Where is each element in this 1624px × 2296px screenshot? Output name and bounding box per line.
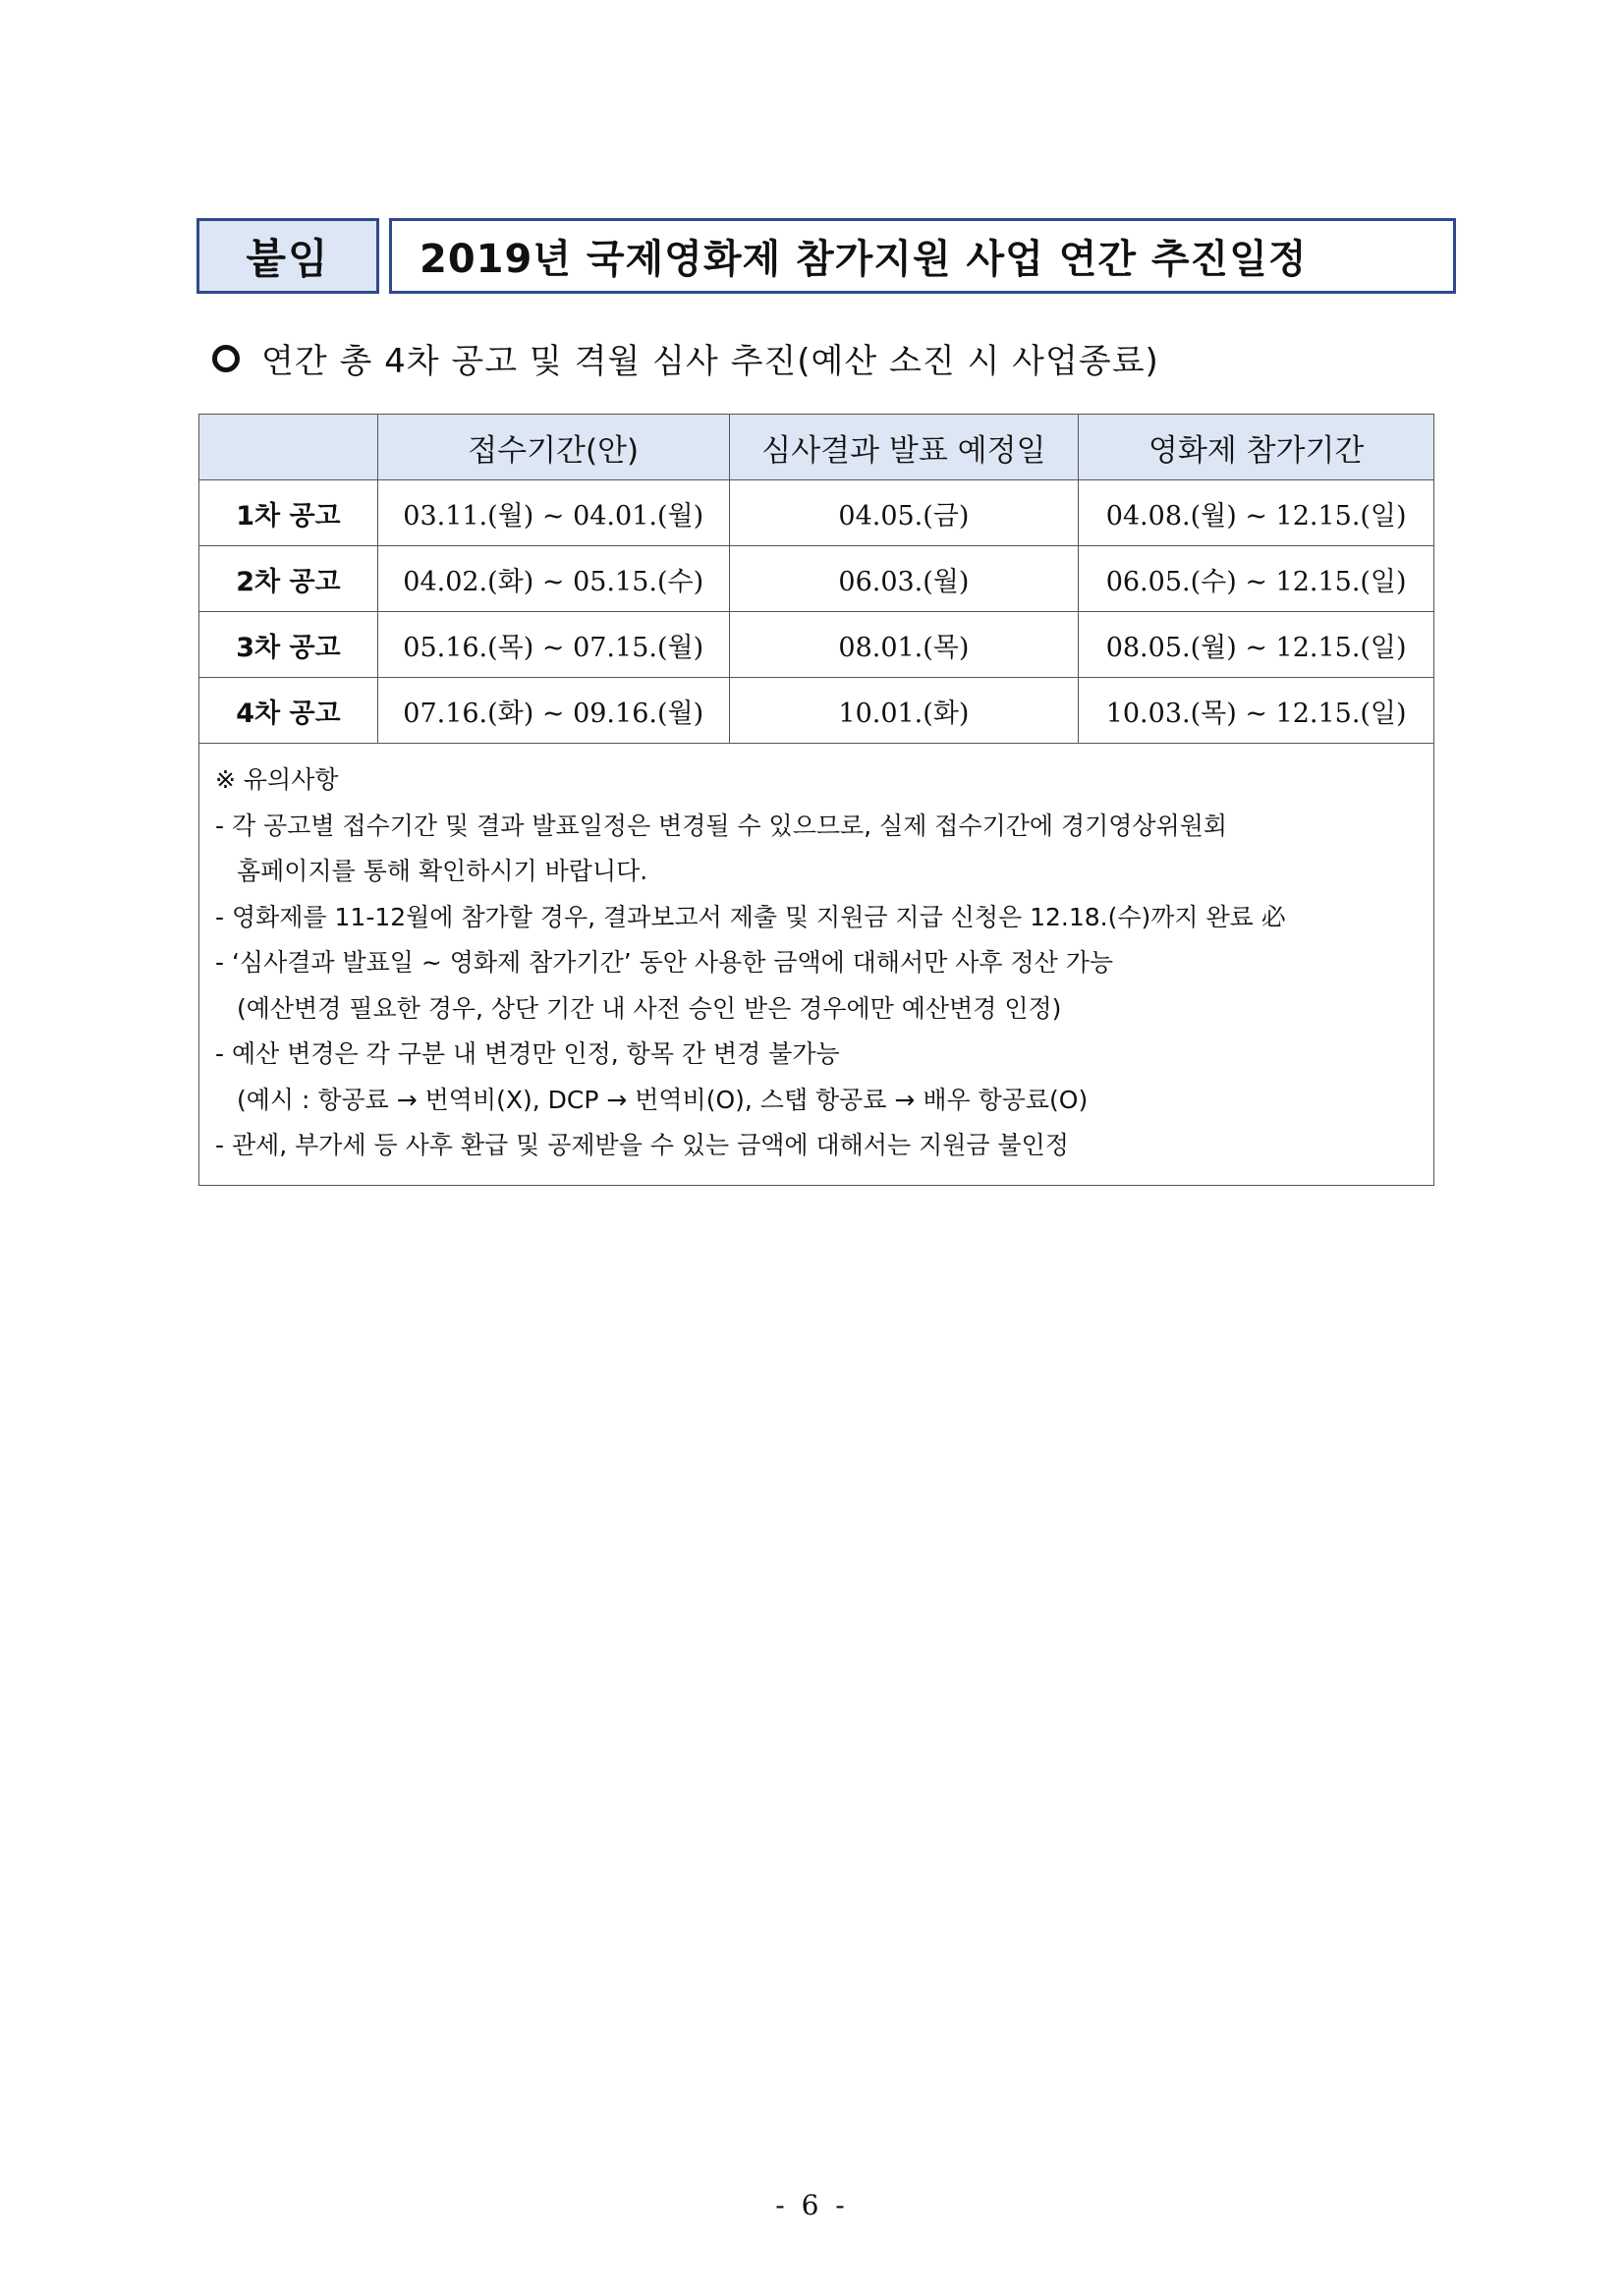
table-row bbox=[199, 612, 1434, 678]
row-name: 3차 공고 bbox=[199, 612, 378, 678]
note-item: - 예산 변경은 각 구분 내 변경만 인정, 항목 간 변경 불가능 bbox=[215, 1039, 840, 1068]
column-header-reception: 접수기간(안) bbox=[377, 415, 729, 480]
notes-cell bbox=[199, 744, 1434, 1186]
notes-heading: ※ 유의사항 bbox=[215, 765, 339, 794]
festival-period: 08.05.(월) ~ 12.15.(일) bbox=[1079, 612, 1434, 678]
document-title: 2019년 국제영화제 참가지원 사업 연간 추진일정 bbox=[420, 237, 1308, 282]
row-name: 2차 공고 bbox=[199, 546, 378, 612]
festival-period: 10.03.(목) ~ 12.15.(일) bbox=[1079, 678, 1434, 744]
title-bar bbox=[196, 218, 1456, 300]
page-number: - 6 - bbox=[775, 2189, 849, 2221]
note-item-continuation: (예시 : 항공료 → 번역비(X), DCP → 번역비(O), 스탭 항공료 → 배우 항공료(O) bbox=[237, 1085, 1089, 1114]
table-header-row bbox=[199, 415, 1434, 480]
column-header bbox=[199, 415, 378, 480]
summary-bullet-text: 연간 총 4차 공고 및 격월 심사 추진(예산 소진 시 사업종료) bbox=[261, 342, 1159, 381]
note-item: - ‘심사결과 발표일 ~ 영화제 참가기간’ 동안 사용한 금액에 대해서만 사후 정산 가능 bbox=[215, 948, 1114, 977]
reception-period: 04.02.(화) ~ 05.15.(수) bbox=[377, 546, 729, 612]
summary-bullet bbox=[212, 334, 1159, 382]
row-name: 4차 공고 bbox=[199, 678, 378, 744]
festival-period: 04.08.(월) ~ 12.15.(일) bbox=[1079, 480, 1434, 546]
document-title-box bbox=[389, 218, 1456, 294]
note-item: - 관세, 부가세 등 사후 환급 및 공제받을 수 있는 금액에 대해서는 지원금 불인정 bbox=[215, 1131, 1069, 1159]
notes-row bbox=[199, 744, 1434, 1186]
reception-period: 07.16.(화) ~ 09.16.(월) bbox=[377, 678, 729, 744]
row-name: 1차 공고 bbox=[199, 480, 378, 546]
note-item: - 각 공고별 접수기간 및 결과 발표일정은 변경될 수 있으므로, 실제 접수기간에 경기영상위원회 bbox=[215, 811, 1228, 840]
table-row bbox=[199, 546, 1434, 612]
festival-period: 06.05.(수) ~ 12.15.(일) bbox=[1079, 546, 1434, 612]
table-row bbox=[199, 480, 1434, 546]
announce-date: 10.01.(화) bbox=[729, 678, 1079, 744]
note-item: - 영화제를 11-12월에 참가할 경우, 결과보고서 제출 및 지원금 지급 신청은 12.18.(수)까지 완료 必 bbox=[215, 902, 1286, 931]
announce-date: 08.01.(목) bbox=[729, 612, 1079, 678]
column-header-festival: 영화제 참가기간 bbox=[1079, 415, 1434, 480]
note-item-continuation: 홈페이지를 통해 확인하시기 바랍니다. bbox=[237, 857, 648, 885]
attachment-label: 붙임 bbox=[246, 234, 330, 283]
circle-bullet-icon bbox=[212, 345, 240, 372]
column-header-announce: 심사결과 발표 예정일 bbox=[729, 415, 1079, 480]
reception-period: 03.11.(월) ~ 04.01.(월) bbox=[377, 480, 729, 546]
attachment-label-box bbox=[196, 218, 379, 294]
reception-period: 05.16.(목) ~ 07.15.(월) bbox=[377, 612, 729, 678]
schedule-table bbox=[198, 414, 1434, 1186]
table-row bbox=[199, 678, 1434, 744]
announce-date: 06.03.(월) bbox=[729, 546, 1079, 612]
announce-date: 04.05.(금) bbox=[729, 480, 1079, 546]
note-item-continuation: (예산변경 필요한 경우, 상단 기간 내 사전 승인 받은 경우에만 예산변경 인정) bbox=[237, 993, 1062, 1023]
